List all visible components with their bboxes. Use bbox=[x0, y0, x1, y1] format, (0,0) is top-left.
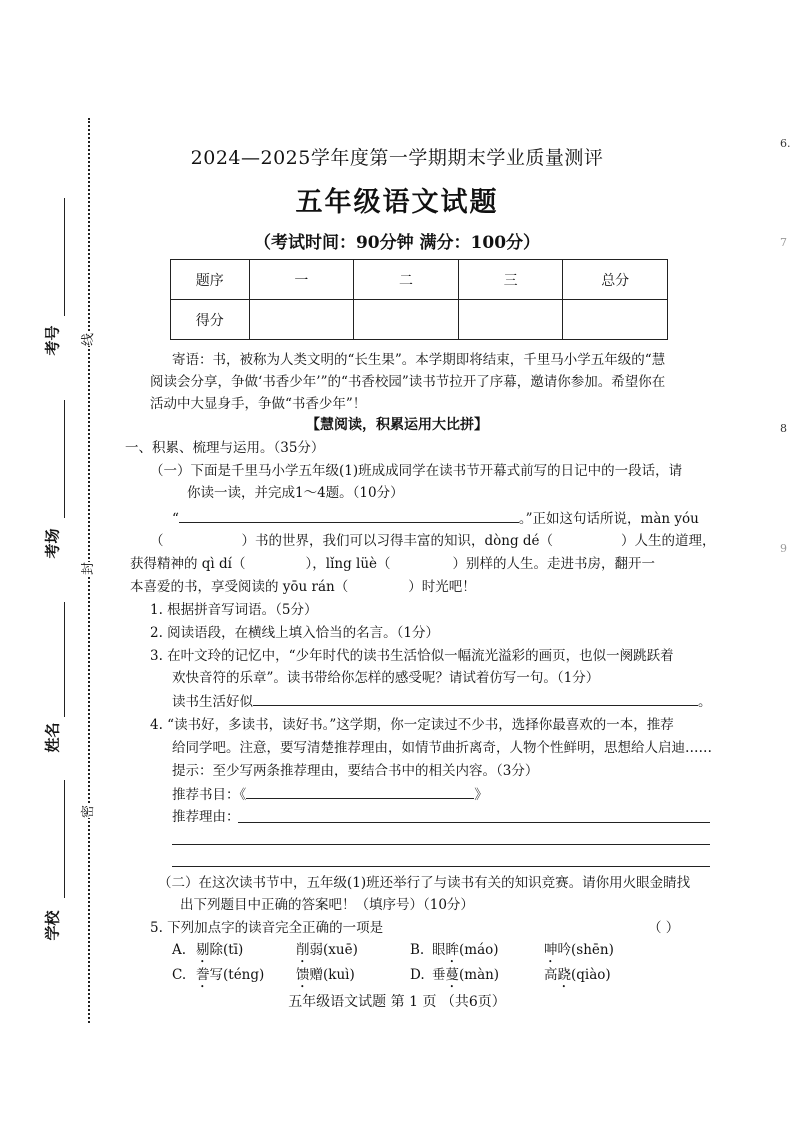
score-cell[interactable] bbox=[458, 300, 563, 340]
opt-dotted-char: 蔓 bbox=[445, 967, 459, 983]
passage-text: ）人生的道理， bbox=[621, 533, 716, 549]
opt-text: (màn) bbox=[459, 967, 500, 983]
score-cell[interactable] bbox=[249, 300, 354, 340]
option-C-word1 bbox=[196, 965, 264, 991]
question-3: 3. 在叶文玲的记忆中，“少年时代的读书生活恰似一幅流光溢彩的画页，也似一阕跳跃着 bbox=[150, 648, 674, 664]
score-table-header: 二 bbox=[354, 260, 459, 300]
edge-mark: 6. bbox=[780, 137, 791, 150]
edge-mark: 8 bbox=[780, 422, 787, 435]
reason-line[interactable] bbox=[238, 822, 710, 823]
score-cell[interactable] bbox=[563, 300, 668, 340]
binding-mark-seal: 封 bbox=[75, 562, 98, 575]
reason-label: 推荐理由： bbox=[172, 809, 240, 825]
passage-text: 。”正如这句话所说，màn yóu bbox=[518, 511, 699, 527]
question-4: 4. “读书好，多读书，读好书。”这学期，你一定读过不少书，选择你最喜欢的一本，推荐 bbox=[150, 717, 674, 733]
opt-text: 眼 bbox=[432, 942, 446, 958]
label-school: 学校 bbox=[43, 910, 62, 941]
score-table-header: 总分 bbox=[563, 260, 668, 300]
page-footer: 五年级语文试题 第 1 页 （共6页） bbox=[288, 994, 506, 1010]
opt-text: 吟(shēn) bbox=[557, 942, 614, 958]
opt-text: 弱(xuē) bbox=[309, 942, 358, 958]
school-line bbox=[64, 780, 65, 898]
opt-dotted-char: 剔 bbox=[196, 942, 210, 958]
option-D-word1 bbox=[432, 965, 499, 991]
passage-line bbox=[130, 554, 655, 575]
question-3-prompt: 读书生活好似 bbox=[172, 694, 253, 710]
label-name: 姓名 bbox=[43, 722, 62, 753]
name-line bbox=[64, 602, 65, 717]
question-4-hint: 提示：至少写两条推荐理由，要结合书中的相关内容。（3分） bbox=[172, 763, 539, 779]
section-heading: 【慧阅读，积累运用大比拼】 bbox=[306, 417, 488, 433]
binding-mark-line: 线 bbox=[75, 333, 98, 346]
passage-open-quote: “ bbox=[172, 511, 179, 527]
score-table bbox=[170, 259, 668, 340]
passage-text: （ bbox=[150, 533, 164, 549]
option-B-word2 bbox=[544, 940, 614, 966]
part1-title: 一、积累、梳理与运用。（35分） bbox=[125, 440, 325, 456]
opt-dotted-char: 馈 bbox=[296, 967, 310, 983]
edge-mark: 7 bbox=[780, 236, 787, 249]
intro-line: 阅读会分享，争做‘书香少年’”的“书香校园”读书节拉开了序幕，邀请你参加。希望你在 bbox=[150, 374, 666, 390]
passage-text: 获得精神的 qì dí（ bbox=[130, 556, 246, 572]
exam-subtitle: （考试时间：90分钟 满分：100分） bbox=[253, 233, 541, 253]
reason-line[interactable] bbox=[172, 844, 710, 845]
passage-text: 本喜爱的书，享受阅读的 yōu rán（ bbox=[130, 579, 349, 595]
question-3-answer bbox=[172, 691, 712, 713]
score-cell[interactable] bbox=[354, 300, 459, 340]
quote-blank[interactable] bbox=[179, 508, 519, 523]
score-table-row-label: 得分 bbox=[171, 300, 250, 340]
option-A-word1 bbox=[196, 940, 243, 966]
opt-dotted-char: 誊 bbox=[196, 967, 210, 983]
book-title-blank[interactable] bbox=[246, 784, 474, 799]
opt-dotted-char: 跷 bbox=[557, 967, 571, 983]
intro-line: 寄语：书，被称为人类文明的“长生果”。本学期即将结束，千里马小学五年级的“慧 bbox=[172, 352, 666, 368]
passage-line bbox=[130, 577, 476, 598]
q3-answer-line[interactable] bbox=[253, 691, 698, 706]
option-D-label: D. bbox=[410, 967, 425, 983]
question-5: 5. 下列加点字的读音完全正确的一项是 bbox=[150, 920, 384, 936]
option-B-label: B. bbox=[410, 942, 425, 958]
part2-intro: （二）在这次读书节中，五年级(1)班还举行了与读书有关的知识竞赛。请你用火眼金睛找 bbox=[158, 875, 691, 891]
option-A-word2 bbox=[296, 940, 358, 966]
option-A-label: A. bbox=[172, 942, 187, 958]
score-table-header: 三 bbox=[458, 260, 563, 300]
option-B-word1 bbox=[432, 940, 499, 966]
passage-text: ），lǐng lüè（ bbox=[305, 556, 391, 572]
option-C-word2 bbox=[296, 965, 355, 991]
opt-text: 写(téng) bbox=[209, 967, 265, 983]
question-2: 2. 阅读语段，在横线上填入恰当的名言。（1分） bbox=[150, 625, 440, 641]
question-1: 1. 根据拼音写词语。（5分） bbox=[150, 602, 318, 618]
edge-mark: 9 bbox=[780, 542, 787, 555]
score-table-header: 一 bbox=[249, 260, 354, 300]
opt-text: 高 bbox=[544, 967, 558, 983]
question-3-end: 。 bbox=[698, 694, 712, 710]
question-4: 给同学吧。注意，要写清楚推荐理由，如情节曲折离奇，人物个性鲜明，思想给人启迪…… bbox=[172, 740, 712, 756]
intro-line: 活动中大显身手，争做“书香少年”！ bbox=[150, 396, 367, 412]
passage-text: ）书的世界，我们可以习得丰富的知识，dòng dé（ bbox=[241, 533, 554, 549]
exam-title-line1: 2024—2025学年度第一学期期末学业质量测评 bbox=[190, 147, 604, 169]
opt-dotted-char: 削 bbox=[296, 942, 310, 958]
opt-dotted-char: 呻 bbox=[544, 942, 558, 958]
reason-line[interactable] bbox=[172, 866, 710, 867]
passage-text: ）别样的人生。走进书房，翻开一 bbox=[452, 556, 656, 572]
opt-text: 赠(kuì) bbox=[309, 967, 355, 983]
passage-line bbox=[172, 508, 699, 530]
opt-text: (máo) bbox=[459, 942, 499, 958]
book-label: 推荐书目：《 bbox=[172, 787, 247, 803]
passage-text: ）时光吧！ bbox=[408, 579, 476, 595]
passage-line bbox=[150, 531, 716, 552]
question-3: 欢快音符的乐章”。读书带给你怎样的感受呢？请试着仿写一句。（1分） bbox=[172, 670, 600, 686]
q5-answer-paren[interactable]: （ ） bbox=[648, 920, 680, 936]
part1-sub1: （一）下面是千里马小学五年级(1)班成成同学在读书节开幕式前写的日记中的一段话，请 bbox=[150, 463, 683, 479]
score-table-header: 题序 bbox=[171, 260, 250, 300]
label-exam-room: 考场 bbox=[43, 528, 62, 559]
option-C-label: C. bbox=[172, 967, 187, 983]
label-exam-number: 考号 bbox=[43, 325, 62, 356]
opt-dotted-char: 眸 bbox=[445, 942, 459, 958]
book-recommend bbox=[172, 784, 488, 806]
binding-mark-secret: 密 bbox=[75, 805, 98, 818]
opt-text: 垂 bbox=[432, 967, 446, 983]
part2-intro: 出下列题目中正确的答案吧！（填序号）（10分） bbox=[180, 897, 474, 913]
exam-title-line2: 五年级语文试题 bbox=[295, 187, 499, 218]
option-D-word2 bbox=[544, 965, 611, 991]
opt-text: (qiào) bbox=[571, 967, 611, 983]
book-close: 》 bbox=[474, 787, 488, 803]
opt-text: 除(tī) bbox=[209, 942, 244, 958]
part1-sub1: 你读一读，并完成1～4题。（10分） bbox=[187, 485, 404, 501]
